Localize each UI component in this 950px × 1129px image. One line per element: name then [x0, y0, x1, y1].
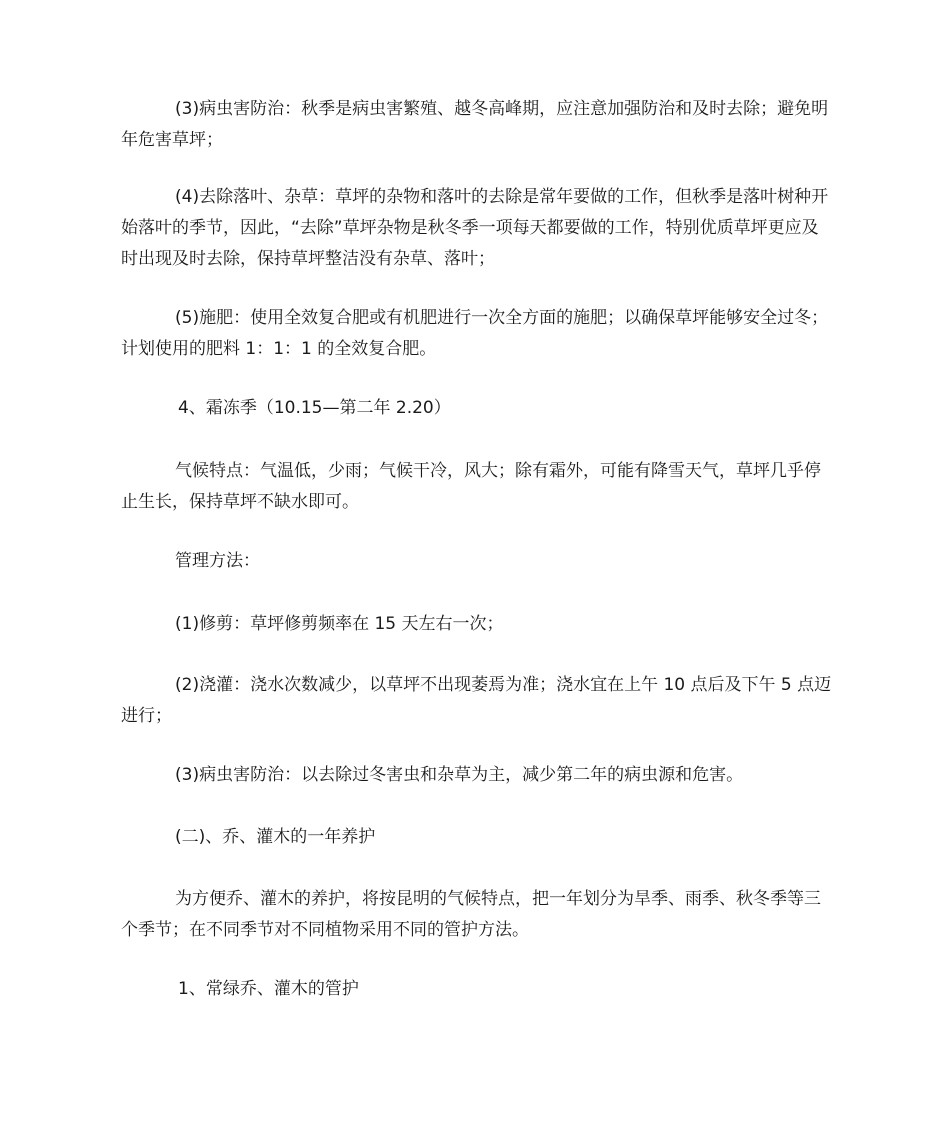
paragraph-remove-leaves-weeds: (4)去除落叶、杂草：草坪的杂物和落叶的去除是常年要做的工作，但秋季是落叶树种开始落叶的季节，因此，“去除”草坪杂物是秋冬季一项每天都要做的工作，特别优质草坪更应及时出现及时去除，保持草坪整洁没有杂草、落叶；	[121, 187, 829, 269]
heading-trees-shrubs-care: (二)、乔、灌木的一年养护	[175, 827, 376, 847]
paragraph-climate-features: 气候特点：气温低，少雨；气候干冷，风大；除有霜外，可能有降雪天气，草坪几乎停止生长，保持草坪不缺水即可。	[121, 461, 821, 512]
paragraph-pest-control-winter: (3)病虫害防治：以去除过冬害虫和杂草为主，减少第二年的病虫源和危害。	[175, 765, 744, 785]
heading-frost-season: 4、霜冻季（10.15—第二年 2.20）	[178, 398, 451, 418]
paragraph-pest-control-autumn: (3)病虫害防治：秋季是病虫害繁殖、越冬高峰期，应注意加强防治和及时去除；避免明年危害草坪；	[121, 99, 829, 150]
paragraph-mowing: (1)修剪：草坪修剪频率在 15 天左右一次；	[175, 614, 504, 634]
heading-evergreen-care: 1、常绿乔、灌木的管护	[178, 979, 359, 999]
paragraph-fertilizing: (5)施肥：使用全效复合肥或有机肥进行一次全方面的施肥；以确保草坪能够安全过冬；计划使用的肥料 1：1：1 的全效复合肥。	[121, 308, 829, 359]
heading-management-methods: 管理方法：	[175, 551, 260, 571]
paragraph-irrigation: (2)浇灌：浇水次数减少，以草坪不出现萎焉为准；浇水宜在上午 10 点后及下午 5 点迈进行；	[121, 675, 832, 726]
paragraph-seasons-division: 为方便乔、灌木的养护，将按昆明的气候特点，把一年划分为旱季、雨季、秋冬季等三个季节；在不同季节对不同植物采用不同的管护方法。	[121, 889, 821, 940]
